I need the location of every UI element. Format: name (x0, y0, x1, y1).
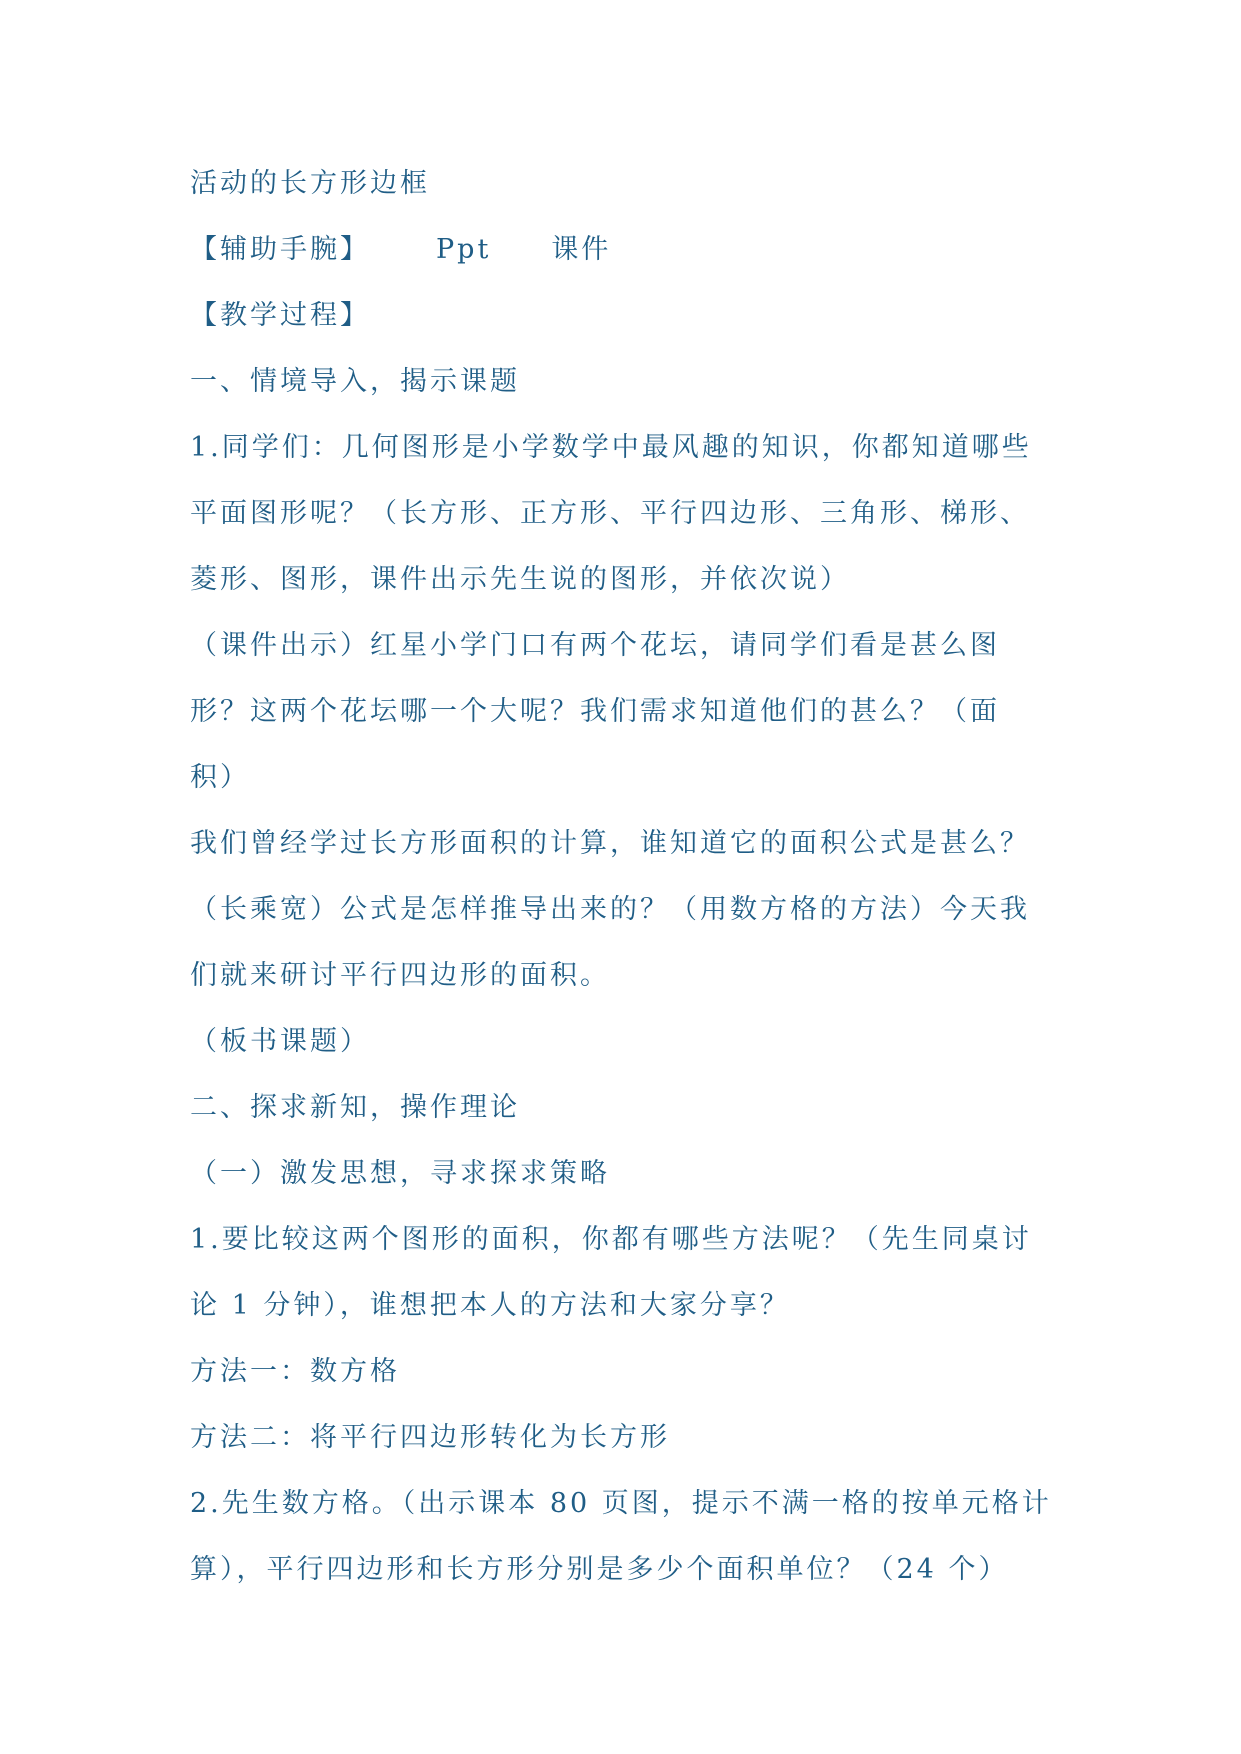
text-line: 积） (190, 762, 250, 793)
text-line: 2.先生数方格。（出示课本 80 页图，提示不满一格的按单元格计 (190, 1488, 1052, 1519)
text-line: 平面图形呢？（长方形、正方形、平行四边形、三角形、梯形、 (190, 498, 1030, 529)
aux-material: 课件 (551, 234, 612, 265)
text-line: 们就来研讨平行四边形的面积。 (190, 960, 610, 991)
text-line: 菱形、图形，课件出示先生说的图形，并依次说） (190, 564, 850, 595)
text-line: 论 1 分钟），谁想把本人的方法和大家分享？ (190, 1290, 790, 1321)
subsection-heading: （一）激发思想，寻求探求策略 (190, 1158, 610, 1189)
text-line: 形？这两个花坛哪一个大呢？我们需求知道他们的甚么？（面 (190, 696, 1000, 727)
document-title: 活动的长方形边框 (190, 168, 430, 199)
text-line: 1.要比较这两个图形的面积，你都有哪些方法呢？（先生同桌讨 (190, 1224, 1032, 1255)
text-line: 1.同学们：几何图形是小学数学中最风趣的知识，你都知道哪些 (190, 432, 1032, 463)
aux-tool: Ppt (436, 234, 492, 265)
text-line: （板书课题） (190, 1026, 370, 1057)
aux-tools-line (190, 230, 1070, 270)
text-line: 方法二：将平行四边形转化为长方形 (190, 1422, 670, 1453)
text-line: 我们曾经学过长方形面积的计算，谁知道它的面积公式是甚么？ (190, 828, 1030, 859)
text-line: 一、情境导入，揭示课题 (190, 366, 520, 397)
aux-label: 【辅助手腕】 (190, 234, 370, 265)
text-line: 方法一：数方格 (190, 1356, 400, 1387)
text-line: （课件出示）红星小学门口有两个花坛，请同学们看是甚么图 (190, 630, 1000, 661)
text-line: （长乘宽）公式是怎样推导出来的？（用数方格的方法）今天我 (190, 894, 1030, 925)
process-heading: 【教学过程】 (190, 300, 370, 331)
section-heading: 二、探求新知，操作理论 (190, 1092, 520, 1123)
text-line: 算），平行四边形和长方形分别是多少个面积单位？（24 个） (190, 1554, 1009, 1585)
